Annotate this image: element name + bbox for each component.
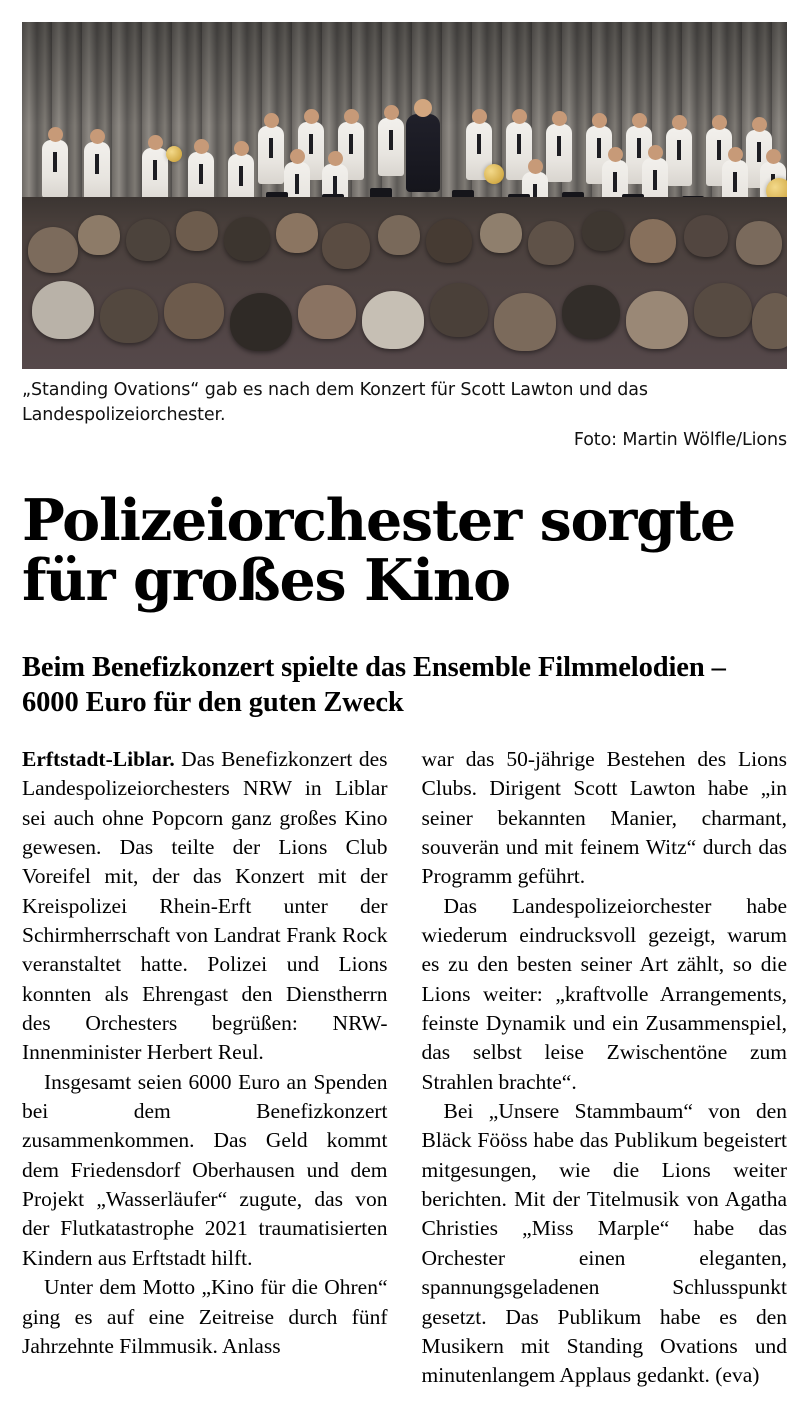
audience-member: [224, 217, 270, 261]
audience-member: [362, 291, 424, 349]
audience-member: [626, 291, 688, 349]
article-paragraph: [22, 745, 388, 1068]
audience-member: [126, 219, 170, 261]
article-subheadline: Beim Benefizkonzert spielte das Ensemble Filmmelodien – 6000 Euro für den guten Zweck: [22, 651, 726, 719]
audience-member: [78, 215, 120, 255]
audience-member: [582, 211, 624, 251]
audience-member: [32, 281, 94, 339]
photo-credit: Foto: Martin Wölfle/Lions: [573, 429, 787, 450]
audience-member: [684, 215, 728, 257]
audience-member: [562, 285, 620, 339]
audience-member: [100, 289, 158, 343]
article-photo: [22, 22, 787, 369]
audience-member: [494, 293, 556, 351]
orchestra-musician: [84, 142, 110, 200]
audience-member: [752, 293, 787, 349]
audience-member: [28, 227, 78, 273]
article-column-right: [422, 745, 788, 1391]
article-column-left: [22, 745, 388, 1391]
audience-member: [426, 219, 472, 263]
audience-member: [430, 283, 488, 337]
audience-member: [630, 219, 676, 263]
audience-area: [22, 197, 787, 369]
audience-member: [480, 213, 522, 253]
orchestra-musician: [258, 126, 284, 184]
orchestra-musician: [42, 140, 68, 198]
audience-member: [230, 293, 292, 351]
audience-member: [528, 221, 574, 265]
article-paragraph: Unter dem Motto „Kino für die Ohren“ ging es auf eine Zeitreise durch fünf Jahrzehnte Filmmusik. Anlass: [22, 1275, 388, 1358]
photo-caption-text: „Standing Ovations“ gab es nach dem Konzert für Scott Lawton und das Landespolizeiorchester.: [22, 380, 648, 425]
article-paragraph-text: Das Benefizkonzert des Landespolizeiorchesters NRW in Liblar sei auch ohne Popcorn ganz großes Kino gewesen. Das teilte der Lions Club Voreifel mit, der das Konzert mit der Kreispolizei Rhein-Erft unter der Schirmherrschaft von Landrat Frank Rock veranstaltet hatte. Polizei und Lions konnten als Ehrengast den Dienstherrn des Orchesters begrüßen: NRW-Innenminister Herbert Reul.: [22, 746, 388, 1065]
audience-member: [298, 285, 356, 339]
audience-member: [378, 215, 420, 255]
article-headline: Polizeiorchester sorgte für großes Kino: [22, 486, 735, 614]
conductor-scott-lawton: [406, 114, 440, 192]
article-dateline: Erftstadt-Liblar.: [22, 746, 175, 771]
brass-instrument-icon: [484, 164, 504, 184]
article-paragraph: Bei „Unsere Stammbaum“ von den Bläck Fööss habe das Publikum begeistert mitgesungen, wie die Lions weiter berichten. Mit der Titelmusik von Agatha Christies „Miss Marple“ habe das Orchester einen eleganten, spannungsgeladenen Schlusspunkt gesetzt. Das Publikum habe es den Musikern mit Standing Ovations und minutenlangem Applaus gedankt. (eva): [421, 1099, 787, 1388]
audience-member: [322, 223, 370, 269]
audience-member: [736, 221, 782, 265]
article-paragraph: Das Landespolizeiorchester habe wiederum eindrucksvoll gezeigt, warum es zu den besten seiner Art zählt, so die Lions weiter: „kraftvolle Arrangements, feinste Dynamik und ein Zusammenspiel, das selbst leise Zwischentöne zum Strahlen brachte“.: [421, 893, 787, 1094]
photo-caption: [22, 378, 787, 453]
orchestra-musician: [546, 124, 572, 182]
article-paragraph: war das 50-jährige Bestehen des Lions Clubs. Dirigent Scott Lawton habe „in seiner bekannten Manier, charmant, souverän und mit feinem Witz“ durch das Programm geführt.: [421, 746, 787, 889]
audience-member: [276, 213, 318, 253]
audience-member: [176, 211, 218, 251]
article-body: [22, 745, 787, 1391]
audience-member: [694, 283, 752, 337]
orchestra-musician: [378, 118, 404, 176]
orchestra-musician: [666, 128, 692, 186]
brass-instrument-icon: [166, 146, 182, 162]
article-paragraph: Insgesamt seien 6000 Euro an Spenden bei dem Benefizkonzert zusammenkommen. Das Geld kommt dem Friedensdorf Oberhausen und dem Projekt „Wasserläufer“ zugute, das von der Flutkatastrophe 2021 traumatisierten Kindern aus Erftstadt hilft.: [22, 1069, 388, 1270]
audience-member: [164, 283, 224, 339]
